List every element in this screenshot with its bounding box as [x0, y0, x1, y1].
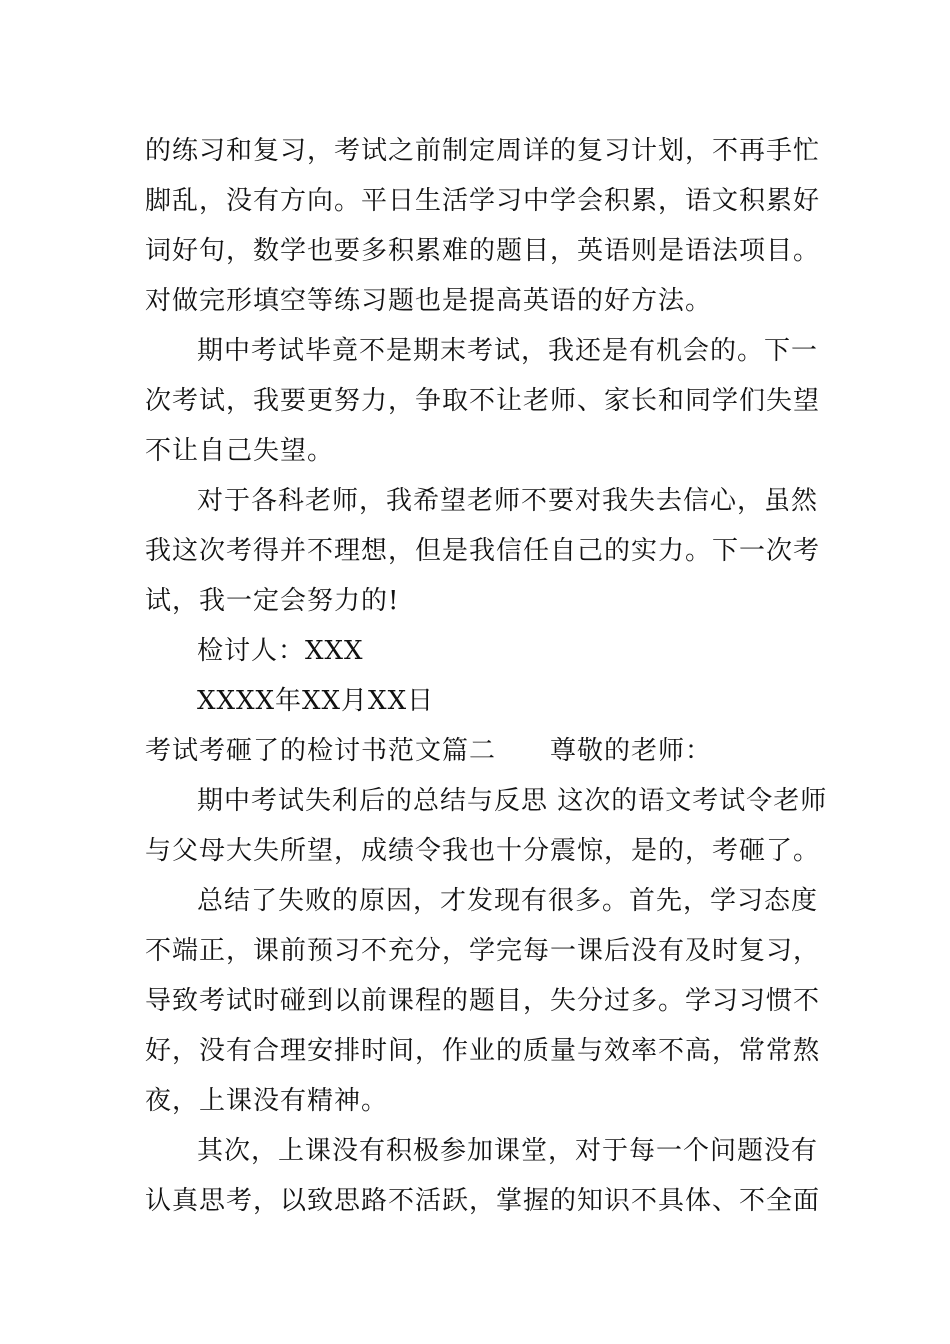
text-line: 夜，上课没有精神。 — [145, 1086, 389, 1116]
text-line: 好，没有合理安排时间，作业的质量与效率不高，常常熬 — [145, 1036, 821, 1066]
paragraph-first-line: 其次，上课没有积极参加课堂，对于每一个问题没有 — [197, 1136, 819, 1166]
text-line: 不让自己失望。 — [145, 436, 335, 466]
paragraph-first-line: 期中考试失利后的总结与反思 这次的语文考试令老师 — [197, 786, 828, 816]
text-line: 认真思考，以致思路不活跃，掌握的知识不具体、不全面 — [145, 1186, 821, 1216]
text-line: 不端正，课前预习不充分，学完每一课后没有及时复习， — [145, 936, 821, 966]
text-line: 对做完形填空等练习题也是提高英语的好方法。 — [145, 286, 713, 316]
text-line: 次考试，我要更努力，争取不让老师、家长和同学们失望 — [145, 386, 821, 416]
text-line: 与父母大失所望，成绩令我也十分震惊，是的，考砸了。 — [145, 836, 821, 866]
text-line: 词好句，数学也要多积累难的题目，英语则是语法项目。 — [145, 236, 821, 266]
text-line: 试，我一定会努力的! — [145, 586, 400, 616]
text-line: 脚乱，没有方向。平日生活学习中学会积累，语文积累好 — [145, 186, 821, 216]
date-line: XXXX年XX月XX日 — [197, 686, 435, 716]
signature-line: 检讨人：XXX — [197, 636, 364, 666]
text-line: 导致考试时碰到以前课程的题目，失分过多。学习习惯不 — [145, 986, 821, 1016]
paragraph-first-line: 对于各科老师，我希望老师不要对我失去信心，虽然 — [197, 486, 819, 516]
paragraph-first-line: 期中考试毕竟不是期末考试，我还是有机会的。下一 — [197, 336, 819, 366]
section-heading: 考试考砸了的检讨书范文篇二 尊敬的老师： — [145, 736, 713, 766]
text-line: 的练习和复习，考试之前制定周详的复习计划，不再手忙 — [145, 136, 821, 166]
text-line: 我这次考得并不理想，但是我信任自己的实力。下一次考 — [145, 536, 821, 566]
paragraph-first-line: 总结了失败的原因，才发现有很多。首先，学习态度 — [197, 886, 819, 916]
